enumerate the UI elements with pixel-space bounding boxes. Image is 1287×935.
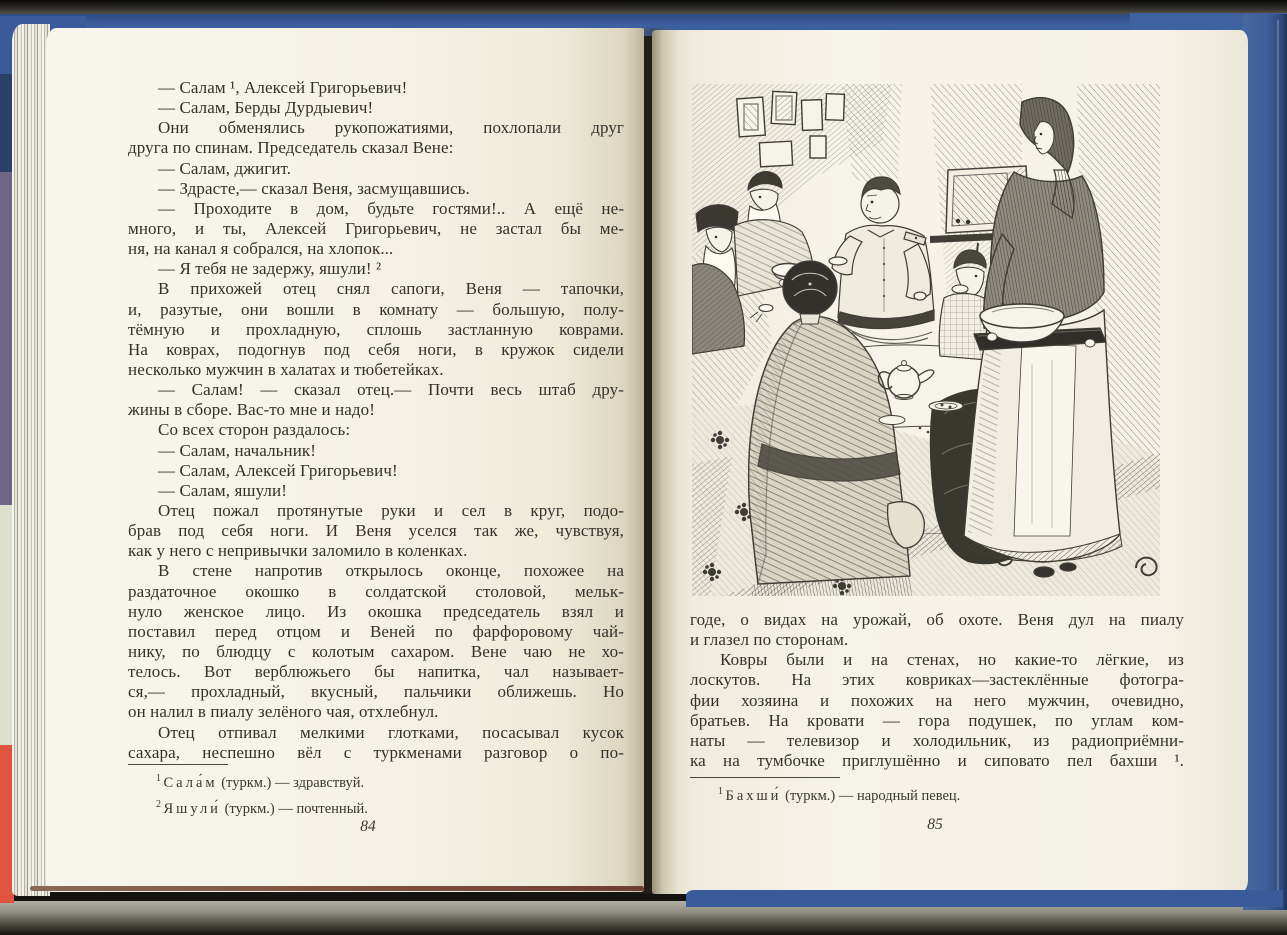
text-line: — Здрасте,— сказал Веня, засмущавшись. [158, 178, 470, 198]
text-line: сахара, неспешно вёл с туркменами разговор о по- [128, 742, 624, 762]
right-page-number: 85 [927, 816, 943, 833]
text-line: Ковры были и на стенах, но какие-то лёгкие, из [720, 650, 1184, 670]
text-line: и глазел по сторонам. [690, 630, 849, 650]
text-line: В стене напротив открылось оконце, похожее на [158, 561, 624, 581]
text-line: много, и ты, Алексей Григорьевич, не застал бы ме- [128, 218, 624, 238]
text-line: ка на тумбочке приглушённо и сиповато пел бахши ¹. [690, 750, 1184, 770]
text-line: поставил перед отцом и Веней по фарфоровому чай- [128, 621, 624, 641]
text-line: годе, о видах на урожай, об охоте. Веня дул на пиалу [690, 610, 1184, 629]
footnote: $^2$ Яшули́ (туркм.) — почтенный. [156, 799, 368, 818]
text-line: и, разутые, они вошли в комнату — большую, полу- [128, 299, 624, 319]
book-cover-right-board [1243, 14, 1287, 910]
text-line: нуло женское лицо. Из окошка председатель взял и [128, 601, 624, 621]
page-edge-stack [12, 24, 50, 896]
text-line: На коврах, подогнув под себя ноги, в кружок сидели [128, 339, 624, 359]
text-line: Со всех сторон раздалось: [158, 420, 351, 440]
text-line: — Салам, яшули! [158, 480, 287, 500]
text-line: — Салам, начальник! [158, 440, 317, 460]
left-page-body [128, 78, 624, 763]
text-line: раздаточное окошко в солдатской столовой, мельк- [128, 581, 624, 601]
text-line: — Салам, Алексей Григорьевич! [158, 460, 398, 480]
text-line: телось. Вот верблюжьего бы напитка, чал называет- [128, 662, 624, 682]
text-line: ся,— прохладный, вкусный, пальчики оближешь. Но [128, 682, 624, 702]
text-line: он налил в пиалу зелёного чая, отхлебнул. [128, 702, 439, 722]
right-page-footnotes [690, 781, 1184, 807]
footnote: $^1$ Бахши́ (туркм.) — народный певец. [718, 786, 961, 804]
soldier [829, 177, 934, 343]
left-footnote-rule [128, 764, 228, 765]
text-line: друга по спинам. Председатель сказал Вене: [128, 138, 454, 158]
text-line: фии хозяина и похожих на него мужчин, очевидно, [690, 690, 1184, 710]
right-page-body [690, 610, 1184, 771]
text-line: несколько мужчин в халатах и тюбетейках. [128, 359, 444, 379]
text-line: — Салам, Берды Дурдыевич! [158, 98, 374, 118]
text-line: лоскутов. На этих ковриках—застеклённые фотогра- [690, 670, 1184, 690]
text-line: жины в сборе. Вас-то мне и надо! [128, 400, 376, 420]
footnote: $^1$ Сала́м (туркм.) — здравствуй. [156, 773, 365, 791]
text-line: В прихожей отец снял сапоги, Веня — тапочки, [158, 279, 624, 299]
text-line: брав под себя ноги. И Веня уселся так же, чувствуя, [128, 521, 624, 541]
text-line: Они обменялись рукопожатиями, похлопали друг [158, 118, 624, 138]
text-line: ня, на канал я собрался, на хлопок... [128, 239, 394, 259]
text-line: — Салам ¹, Алексей Григорьевич! [158, 78, 408, 97]
text-line: — Проходите в дом, будьте гостями!.. А ещё не- [158, 198, 624, 218]
left-page-footnotes [128, 768, 624, 821]
text-line: — Салам! — сказал отец.— Почти весь штаб дру- [158, 380, 624, 400]
text-line: — Я тебя не задержу, яшули! ² [158, 259, 382, 279]
text-line: Отец отпивал мелкими глотками, посасывал кусок [158, 722, 624, 742]
text-line: Отец пожал протянутые руки и сел в круг, подо- [158, 500, 624, 520]
tea-ceremony-drawing [692, 84, 1160, 596]
text-line: наты — телевизор и холодильник, из радиоприёмни- [690, 730, 1184, 750]
text-line: тёмную и прохладную, сплошь застланную коврами. [128, 319, 624, 339]
book-cover-bottom-edge [686, 890, 1283, 907]
text-line: как у него с непривычки заломило в коленках. [128, 541, 468, 561]
text-line: — Салам, джигит. [158, 158, 292, 178]
left-page-number: 84 [360, 818, 376, 835]
book-cover-highlight [1277, 20, 1279, 900]
text-line: нику, по блюдцу с колотым сахаром. Вене чаю не хо- [128, 641, 624, 661]
text-line: братьев. На кровати — гора подушек, по углам ком- [690, 710, 1184, 730]
left-page-bottom-edge [30, 886, 644, 891]
right-footnote-rule [690, 777, 840, 778]
book-illustration [692, 84, 1160, 596]
